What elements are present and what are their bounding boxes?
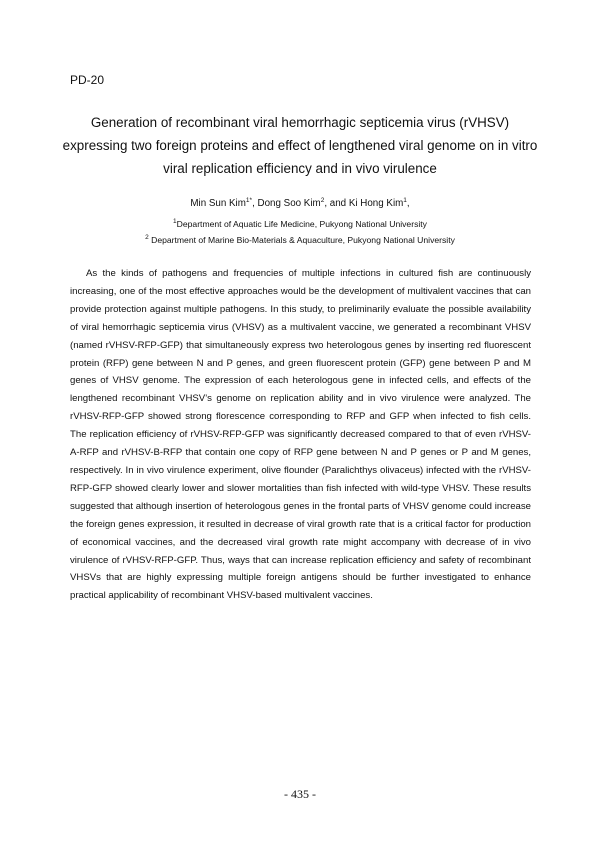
author-separator: , [406, 198, 410, 209]
author-separator: , and [324, 198, 349, 209]
abstract-code: PD-20 [70, 73, 105, 87]
affiliation-text: Department of Aquatic Life Medicine, Pukyong National University [176, 219, 427, 229]
author-name: Min Sun Kim [190, 198, 246, 209]
author-separator: , [252, 198, 258, 209]
author-mark: 2 [320, 197, 325, 204]
author-mark: 1* [245, 197, 253, 204]
affiliation-mark: 1 [173, 218, 177, 225]
paper-title: Generation of recombinant viral hemorrhagic septicemia virus (rVHSV) expressing two foreign proteins and effect of lengthened viral genome on in vitro viral replication efficiency and in vivo virulence [62, 115, 538, 176]
author-name: Dong Soo Kim [257, 198, 321, 209]
author-mark: 1 [403, 197, 407, 204]
abstract-body: As the kinds of pathogens and frequencies of multiple infections in cultured fish are continuously increasing, one of the most effective approaches would be the development of multivalent vaccines that can provide protection against multiple pathogens. In this study, to preliminarily evaluate the possible availability of viral hemorrhagic septicemia virus (VHSV) as a multivalent vaccine, we generated a recombinant VHSV (named rVHSV-RFP-GFP) that simultaneously express two heterologous genes by inserting red fluorescent protein (RFP) gene between N and P genes, and green fluorescent protein (GFP) gene between P and M genes of VHSV genome. The expression of each heterologous gene in infected cells, and effects of the lengthened recombinant VHSV’s genome on replication ability and in vivo virulence were analyzed. The rVHSV-RFP-GFP showed strong florescence corresponding to RFP and GFP when infected to fish cells. The replication efficiency of rVHSV-RFP-GFP was significantly decreased compared to that of even rVHSV-A-RFP and rVHSV-B-RFP that contain one copy of RFP gene between N and P genes or P and M genes, respectively. In in vivo virulence experiment, olive flounder (Paralichthys olivaceus) infected with the rVHSV-RFP-GFP showed clearly lower and slower mortalities than fish infected with wild-type VHSV. These results suggested that although insertion of heterologous genes in the frontal parts of VHSV genome could increase the foreign genes expression, it resulted in decrease of viral growth rate that is a critical factor for production of economical vaccines, and the decreased viral growth rate might accompany with decrease of in vivo virulence of rVHSV-RFP-GFP. Thus, ways that can increase replication efficiency and safety of recombinant VHSVs that are highly expressing multiple foreign antigens should be further investigated to enhance practical applicability of recombinant VHSV-based multivalent vaccines. [70, 268, 531, 602]
affiliation [60, 219, 540, 229]
page-number: - 435 - [284, 787, 316, 801]
affiliation-text: Department of Marine Bio-Materials & Aquaculture, Pukyong National University [148, 235, 455, 245]
affiliation [60, 235, 540, 245]
affiliation-mark: 2 [145, 234, 149, 241]
author-line [70, 198, 530, 209]
author-name: Ki Hong Kim [348, 198, 404, 209]
